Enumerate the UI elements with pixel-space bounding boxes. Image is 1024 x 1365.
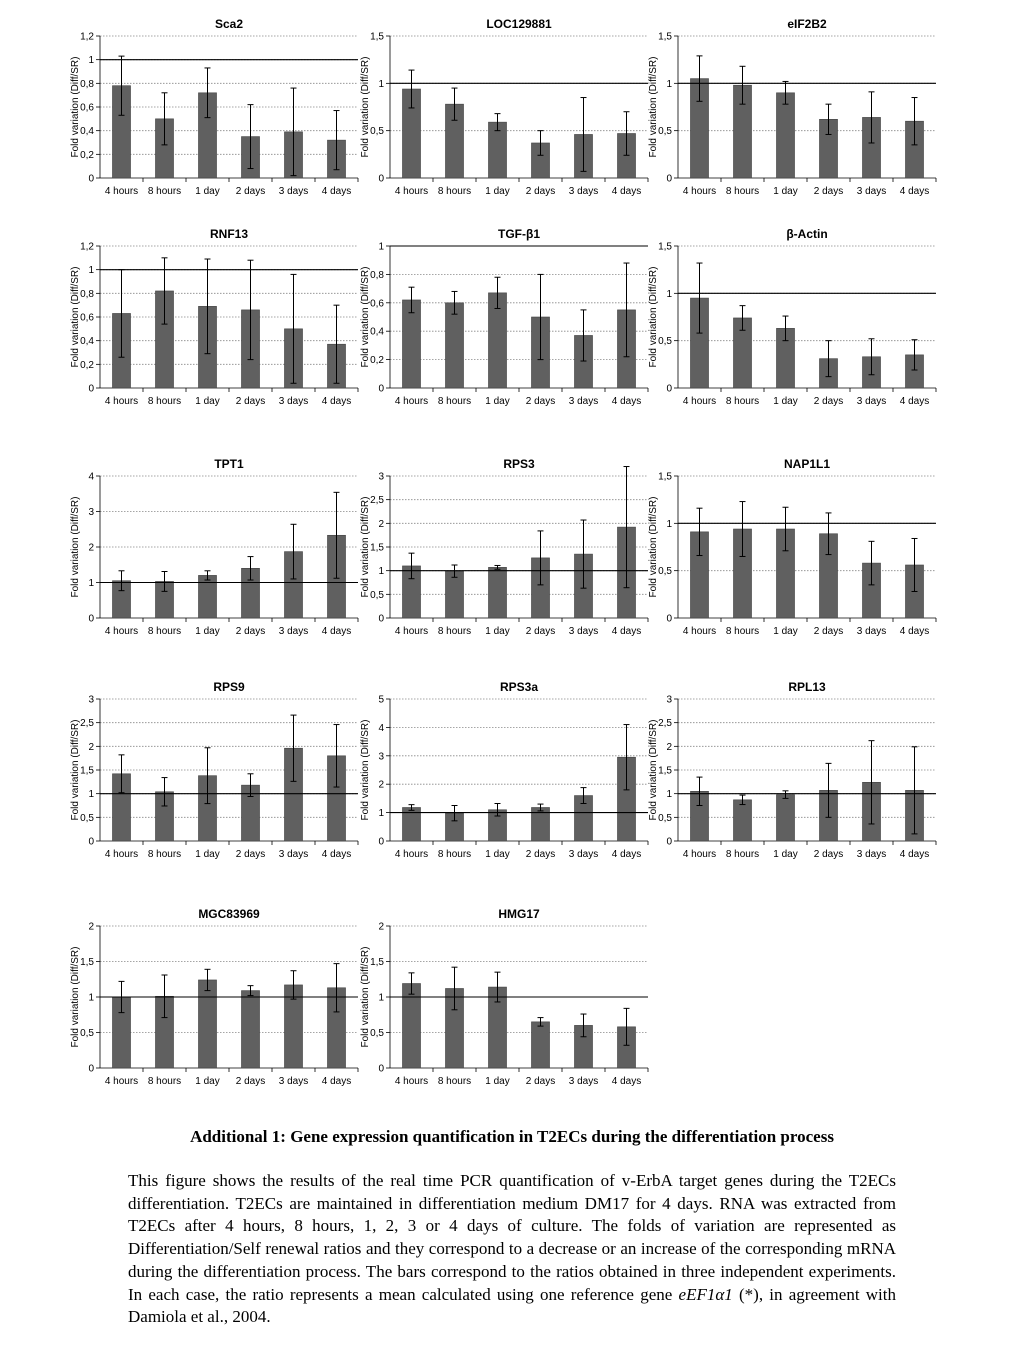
y-tick-label: 1: [378, 78, 384, 90]
y-tick-label: 1: [88, 992, 94, 1004]
chart-svg: [62, 902, 362, 1107]
y-tick-label: 0: [378, 173, 384, 185]
figure-description: [128, 1170, 896, 1329]
x-tick-label: 2 days: [525, 1076, 556, 1087]
y-tick-label: 1,5: [80, 957, 94, 968]
x-tick-label: 1 day: [773, 626, 798, 637]
x-tick-label: 2 days: [235, 396, 266, 407]
x-tick-label: 4 hours: [104, 626, 139, 637]
y-tick-label: 1: [88, 55, 94, 67]
y-axis-label: Fold variation (Diff/SR): [70, 496, 81, 598]
y-tick-label: 0: [88, 836, 94, 848]
chart-svg: [62, 222, 362, 427]
y-tick-label: 1: [88, 578, 94, 589]
x-tick-label: 2 days: [235, 1076, 266, 1087]
x-tick-label: 4 hours: [682, 626, 717, 637]
x-tick-label: 1 day: [773, 849, 798, 860]
x-tick-label: 8 hours: [147, 186, 182, 197]
x-tick-label: 8 hours: [147, 626, 182, 637]
bar: [241, 991, 259, 1068]
chart-panel: [352, 902, 652, 1107]
chart-title: eIF2B2: [787, 17, 827, 31]
y-tick-label: 2: [88, 741, 94, 753]
y-tick-label: 0,5: [80, 812, 94, 824]
x-tick-label: 4 days: [899, 849, 930, 860]
y-axis-label: Fold variation (Diff/SR): [70, 719, 81, 821]
y-tick-label: 4: [88, 471, 94, 483]
y-tick-label: 0,6: [80, 312, 94, 324]
x-tick-label: 3 days: [568, 849, 599, 860]
y-tick-label: 1,5: [80, 765, 94, 777]
y-tick-label: 1: [88, 789, 94, 801]
x-tick-label: 1 day: [773, 396, 798, 407]
y-tick-label: 1: [378, 566, 384, 578]
description-text-end: (*), in agreement with Damiola et al., 2004.: [128, 1284, 896, 1327]
x-tick-label: 8 hours: [437, 849, 472, 860]
y-tick-label: 0,5: [658, 336, 672, 348]
x-tick-label: 4 days: [611, 626, 642, 637]
x-tick-label: 4 hours: [394, 626, 429, 637]
chart-panel: [640, 222, 940, 427]
chart-panel: [352, 12, 652, 217]
chart-title: TPT1: [214, 457, 244, 471]
x-tick-label: 1 day: [485, 849, 510, 860]
y-tick-label: 1: [88, 265, 94, 277]
x-tick-label: 8 hours: [147, 849, 182, 860]
y-axis-label: Fold variation (Diff/SR): [360, 946, 371, 1048]
chart-panel: [640, 675, 940, 880]
x-tick-label: 8 hours: [725, 396, 760, 407]
x-tick-label: 4 days: [899, 186, 930, 197]
x-tick-label: 4 hours: [104, 186, 139, 197]
x-tick-label: 1 day: [485, 396, 510, 407]
chart-title: RNF13: [209, 227, 249, 241]
chart-svg: [62, 675, 362, 880]
bar: [733, 800, 751, 841]
x-tick-label: 3 days: [856, 186, 887, 197]
y-tick-label: 0: [88, 613, 94, 625]
x-tick-label: 8 hours: [147, 396, 182, 407]
y-tick-label: 1: [378, 808, 384, 820]
chart-svg: [352, 452, 652, 657]
chart-title: RPS9: [213, 680, 245, 694]
x-tick-label: 8 hours: [437, 626, 472, 637]
y-tick-label: 1: [666, 78, 672, 90]
y-tick-label: 0: [378, 1063, 384, 1075]
x-tick-label: 3 days: [278, 1076, 309, 1087]
x-tick-label: 8 hours: [437, 186, 472, 197]
y-tick-label: 0,8: [370, 269, 384, 281]
x-tick-label: 2 days: [525, 626, 556, 637]
y-axis-label: Fold variation (Diff/SR): [360, 719, 371, 821]
chart-svg: [640, 222, 940, 427]
x-tick-label: 3 days: [278, 186, 309, 197]
x-tick-label: 8 hours: [725, 626, 760, 637]
y-tick-label: 0,8: [80, 288, 94, 300]
chart-title: HMG17: [498, 907, 540, 921]
chart-svg: [640, 12, 940, 217]
y-tick-label: 1: [666, 518, 672, 530]
y-tick-label: 5: [378, 694, 384, 706]
y-tick-label: 0: [88, 1063, 94, 1075]
bar: [776, 93, 794, 178]
y-tick-label: 1,5: [658, 471, 672, 483]
y-tick-label: 2: [666, 741, 672, 753]
x-tick-label: 3 days: [856, 396, 887, 407]
chart-svg: [352, 902, 652, 1107]
chart-panel: [352, 222, 652, 427]
chart-svg: [352, 222, 652, 427]
x-tick-label: 2 days: [235, 849, 266, 860]
chart-svg: [352, 675, 652, 880]
y-tick-label: 0,2: [80, 359, 94, 371]
x-tick-label: 4 days: [899, 396, 930, 407]
x-tick-label: 2 days: [235, 626, 266, 637]
x-tick-label: 2 days: [813, 396, 844, 407]
x-tick-label: 4 hours: [394, 1076, 429, 1087]
x-tick-label: 4 days: [611, 186, 642, 197]
y-axis-label: Fold variation (Diff/SR): [70, 946, 81, 1048]
x-tick-label: 4 hours: [682, 849, 717, 860]
chart-title: NAP1L1: [783, 457, 831, 471]
x-tick-label: 4 hours: [682, 396, 717, 407]
y-tick-label: 1,2: [80, 241, 94, 253]
description-text: This figure shows the results of the real time PCR quantification of v-ErbA target genes during the T2ECs differentiation. T2ECs are maintained in differentiation medium DM17 for 4 days. RNA was extracted from T2ECs after 4 hours, 8 hours, 1, 2, 3 or 4 days of culture. The folds of variation are represented as Differentiation/Self renewal ratios and they correspond to a decrease or an increase of the corresponding mRNA during the differentiation process. The bars correspond to the ratios obtained in three independent experiments. In each case, the ratio represents a mean calculated using one reference gene: [128, 1171, 896, 1304]
chart-title: LOC129881: [486, 17, 552, 31]
y-axis-label: Fold variation (Diff/SR): [70, 266, 81, 368]
chart-svg: [640, 452, 940, 657]
chart-title: RPL13: [788, 680, 826, 694]
x-tick-label: 4 hours: [394, 396, 429, 407]
y-axis-label: Fold variation (Diff/SR): [648, 496, 659, 598]
y-tick-label: 0: [378, 383, 384, 395]
x-tick-label: 1 day: [485, 1076, 510, 1087]
x-tick-label: 3 days: [568, 1076, 599, 1087]
x-tick-label: 4 days: [321, 1076, 352, 1087]
y-tick-label: 0,4: [80, 336, 94, 348]
x-tick-label: 3 days: [568, 396, 599, 407]
y-tick-label: 3: [378, 751, 384, 763]
x-tick-label: 4 hours: [682, 186, 717, 197]
x-tick-label: 1 day: [485, 186, 510, 197]
y-tick-label: 1: [666, 789, 672, 801]
y-tick-label: 2,5: [658, 718, 672, 730]
y-tick-label: 1: [378, 241, 384, 253]
figure-caption: Additional 1: Gene expression quantification in T2ECs during the differentiation process: [190, 1127, 834, 1146]
x-tick-label: 3 days: [856, 626, 887, 637]
x-tick-label: 4 days: [321, 849, 352, 860]
bar: [445, 303, 463, 388]
x-tick-label: 8 hours: [147, 1076, 182, 1087]
x-tick-label: 2 days: [813, 186, 844, 197]
chart-title: RPS3: [503, 457, 535, 471]
chart-panel: [640, 12, 940, 217]
bar: [488, 567, 506, 618]
bar: [402, 984, 420, 1068]
chart-title: MGC83969: [198, 907, 260, 921]
y-axis-label: Fold variation (Diff/SR): [360, 56, 371, 158]
x-tick-label: 4 days: [321, 186, 352, 197]
y-tick-label: 0,6: [370, 298, 384, 310]
y-tick-label: 0,5: [658, 126, 672, 138]
chart-title: RPS3a: [499, 680, 539, 694]
chart-panel: [62, 222, 362, 427]
bar: [776, 795, 794, 841]
x-tick-label: 3 days: [278, 396, 309, 407]
x-tick-label: 2 days: [813, 849, 844, 860]
y-tick-label: 2,5: [80, 718, 94, 730]
chart-svg: [352, 12, 652, 217]
x-tick-label: 3 days: [856, 849, 887, 860]
x-tick-label: 1 day: [195, 849, 220, 860]
x-tick-label: 4 days: [899, 626, 930, 637]
y-tick-label: 1,5: [370, 542, 384, 554]
y-axis-label: Fold variation (Diff/SR): [648, 266, 659, 368]
x-tick-label: 4 hours: [394, 186, 429, 197]
reference-gene: eEF1α1: [678, 1284, 733, 1304]
y-axis-label: Fold variation (Diff/SR): [648, 719, 659, 821]
chart-panel: [640, 452, 940, 657]
chart-panel: [62, 12, 362, 217]
x-tick-label: 8 hours: [437, 396, 472, 407]
bar: [531, 1022, 549, 1068]
x-tick-label: 1 day: [195, 186, 220, 197]
x-tick-label: 8 hours: [725, 849, 760, 860]
x-tick-label: 1 day: [195, 396, 220, 407]
y-tick-label: 0,5: [658, 812, 672, 824]
y-tick-label: 0: [666, 613, 672, 625]
bar: [445, 571, 463, 618]
x-tick-label: 4 hours: [104, 1076, 139, 1087]
y-tick-label: 3: [666, 694, 672, 706]
x-tick-label: 4 days: [611, 396, 642, 407]
y-tick-label: 1,5: [370, 31, 384, 43]
y-tick-label: 0: [666, 383, 672, 395]
x-tick-label: 3 days: [278, 849, 309, 860]
chart-title: Sca2: [214, 17, 244, 31]
x-tick-label: 8 hours: [437, 1076, 472, 1087]
chart-svg: [62, 12, 362, 217]
y-tick-label: 0,2: [80, 149, 94, 161]
y-tick-label: 3: [378, 471, 384, 483]
x-tick-label: 2 days: [525, 186, 556, 197]
y-tick-label: 3: [88, 507, 94, 518]
y-tick-label: 2: [378, 921, 384, 933]
x-tick-label: 4 days: [321, 396, 352, 407]
y-tick-label: 0: [88, 383, 94, 395]
x-tick-label: 2 days: [525, 849, 556, 860]
chart-panel: [62, 452, 362, 657]
y-tick-label: 0,5: [370, 1028, 384, 1039]
y-tick-label: 0: [378, 613, 384, 625]
y-tick-label: 2: [378, 779, 384, 791]
y-tick-label: 4: [378, 722, 384, 734]
x-tick-label: 4 days: [611, 1076, 642, 1087]
x-tick-label: 2 days: [813, 626, 844, 637]
bar: [198, 980, 216, 1068]
y-tick-label: 0,5: [658, 566, 672, 578]
y-axis-label: Fold variation (Diff/SR): [360, 266, 371, 368]
y-tick-label: 0: [378, 836, 384, 848]
y-tick-label: 0,4: [370, 326, 384, 338]
y-tick-label: 0,2: [370, 355, 384, 367]
bar: [198, 575, 216, 618]
y-tick-label: 1,5: [658, 31, 672, 43]
y-tick-label: 0,4: [80, 126, 94, 138]
x-tick-label: 1 day: [485, 626, 510, 637]
y-tick-label: 1,2: [80, 31, 94, 43]
y-tick-label: 1,5: [658, 765, 672, 777]
y-axis-label: Fold variation (Diff/SR): [648, 56, 659, 158]
x-tick-label: 4 days: [321, 626, 352, 637]
y-tick-label: 1: [378, 992, 384, 1004]
y-tick-label: 1,5: [370, 957, 384, 968]
y-tick-label: 0: [666, 173, 672, 185]
chart-title: TGF-β1: [498, 227, 540, 241]
y-tick-label: 0: [88, 173, 94, 185]
x-tick-label: 4 days: [611, 849, 642, 860]
x-tick-label: 3 days: [568, 186, 599, 197]
x-tick-label: 8 hours: [725, 186, 760, 197]
y-tick-label: 0: [666, 836, 672, 848]
y-axis-label: Fold variation (Diff/SR): [360, 496, 371, 598]
y-tick-label: 1: [666, 288, 672, 300]
x-tick-label: 4 hours: [104, 396, 139, 407]
x-tick-label: 1 day: [773, 186, 798, 197]
chart-panel: [62, 902, 362, 1107]
x-tick-label: 3 days: [568, 626, 599, 637]
x-tick-label: 2 days: [235, 186, 266, 197]
x-tick-label: 4 hours: [394, 849, 429, 860]
x-tick-label: 2 days: [525, 396, 556, 407]
x-tick-label: 3 days: [278, 626, 309, 637]
y-tick-label: 2: [378, 518, 384, 530]
x-tick-label: 4 hours: [104, 849, 139, 860]
chart-panel: [352, 452, 652, 657]
y-tick-label: 0,5: [370, 589, 384, 601]
chart-panel: [62, 675, 362, 880]
y-axis-label: Fold variation (Diff/SR): [70, 56, 81, 158]
x-tick-label: 1 day: [195, 626, 220, 637]
y-tick-label: 2: [88, 921, 94, 933]
chart-title: β-Actin: [786, 227, 828, 241]
y-tick-label: 0,5: [370, 126, 384, 138]
chart-svg: [640, 675, 940, 880]
y-tick-label: 0,5: [80, 1028, 94, 1039]
y-tick-label: 1,5: [658, 241, 672, 253]
y-tick-label: 3: [88, 694, 94, 706]
x-tick-label: 1 day: [195, 1076, 220, 1087]
y-tick-label: 0,8: [80, 78, 94, 90]
y-tick-label: 2: [88, 542, 94, 554]
y-tick-label: 0,6: [80, 102, 94, 114]
y-tick-label: 2,5: [370, 495, 384, 507]
chart-panel: [352, 675, 652, 880]
chart-svg: [62, 452, 362, 657]
